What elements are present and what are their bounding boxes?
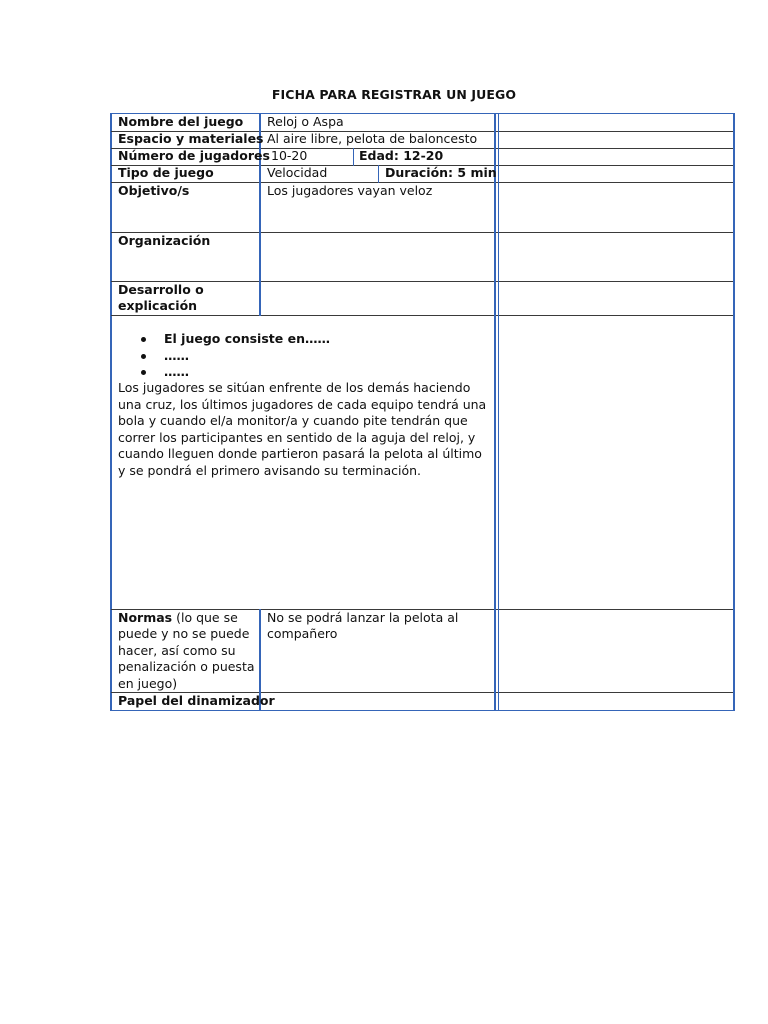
value-duracion: Duración: 5 min <box>385 165 497 180</box>
label-normas-line2: puede y no se puede <box>118 626 250 641</box>
label-papel-del-dinamizador: Papel del dinamizador <box>118 693 275 708</box>
label-normas-bold: Normas <box>118 610 173 625</box>
table-border-left <box>110 113 112 711</box>
value-numero-de-jugadores: 10-20 <box>271 148 308 163</box>
label-normas-line4: penalización o puesta <box>118 659 255 674</box>
label-espacio-y-materiales: Espacio y materiales <box>118 131 264 146</box>
value-nombre-del-juego: Reloj o Aspa <box>267 114 344 129</box>
value-normas-line2: compañero <box>267 626 338 641</box>
document-page: FICHA PARA REGISTRAR UN JUEGO Nombre del juego Reloj o Aspa Espacio y materiales Al aire libre, pelota de baloncesto Número de jugadores 10-20 Edad: 12-20 Tipo de juego Velocidad Duración: 5 min Objetivo/s Los jugadores vayan veloz Organización Desarrollo o explicación El juego consiste en…… …… …… Los jugadores se sitúan enfrente de los demás haciendo una cruz, los últimos jugadores de cada equipo tendrá una bola y cuando el/a monitor/a y cuando pite tendrán que correr los participantes en sentido de la aguja del reloj, y cuando lleguen donde partieron pasará la pelota al último y se pondrá el primero avisando su terminación. Normas (lo que se puede y no se puede hacer, así como su penalización o puesta en juego) No se podrá lanzar la pelota al compañero Papel del dinamizador <box>0 0 768 1024</box>
label-normas-line3: hacer, así como su <box>118 643 236 658</box>
label-normas-rest: (lo que se <box>172 610 238 625</box>
value-normas-line1: No se podrá lanzar la pelota al <box>267 610 459 625</box>
value-espacio-y-materiales: Al aire libre, pelota de baloncesto <box>267 131 478 146</box>
label-objetivos: Objetivo/s <box>118 183 190 198</box>
label-normas-line1 <box>118 610 238 627</box>
column-divider-main-inner <box>498 113 499 711</box>
column-divider-main <box>494 113 496 711</box>
page-title: FICHA PARA REGISTRAR UN JUEGO <box>271 87 517 102</box>
label-numero-de-jugadores: Número de jugadores <box>118 148 270 163</box>
bullet-icon <box>141 370 146 375</box>
label-organizacion: Organización <box>118 233 211 248</box>
label-tipo-de-juego: Tipo de juego <box>118 165 214 180</box>
label-nombre-del-juego: Nombre del juego <box>118 114 244 129</box>
value-objetivos: Los jugadores vayan veloz <box>267 183 433 198</box>
label-desarrollo-line1: Desarrollo o <box>118 282 204 297</box>
row-divider <box>111 281 733 282</box>
value-tipo-de-juego: Velocidad <box>267 165 328 180</box>
bullet-icon <box>141 337 146 342</box>
label-desarrollo-line2: explicación <box>118 298 198 313</box>
table-border-bottom <box>110 710 735 711</box>
row-divider <box>111 315 733 316</box>
value-edad: Edad: 12-20 <box>359 148 444 163</box>
bullet-icon <box>141 354 146 359</box>
table-border-right <box>733 113 735 711</box>
label-normas-line5: en juego) <box>118 676 178 691</box>
column-divider-edad <box>353 148 354 166</box>
development-description: Los jugadores se sitúan enfrente de los demás haciendo una cruz, los últimos jugadores de cada equipo tendrá una bola y cuando el/a monitor/a y cuando pite tendrán que correr los participantes en sentido de la aguja del reloj, y cuando lleguen donde partieron pasará la pelota al último y se pondrá el primero avisando su terminación. <box>118 380 487 478</box>
column-divider-duracion <box>378 165 379 183</box>
